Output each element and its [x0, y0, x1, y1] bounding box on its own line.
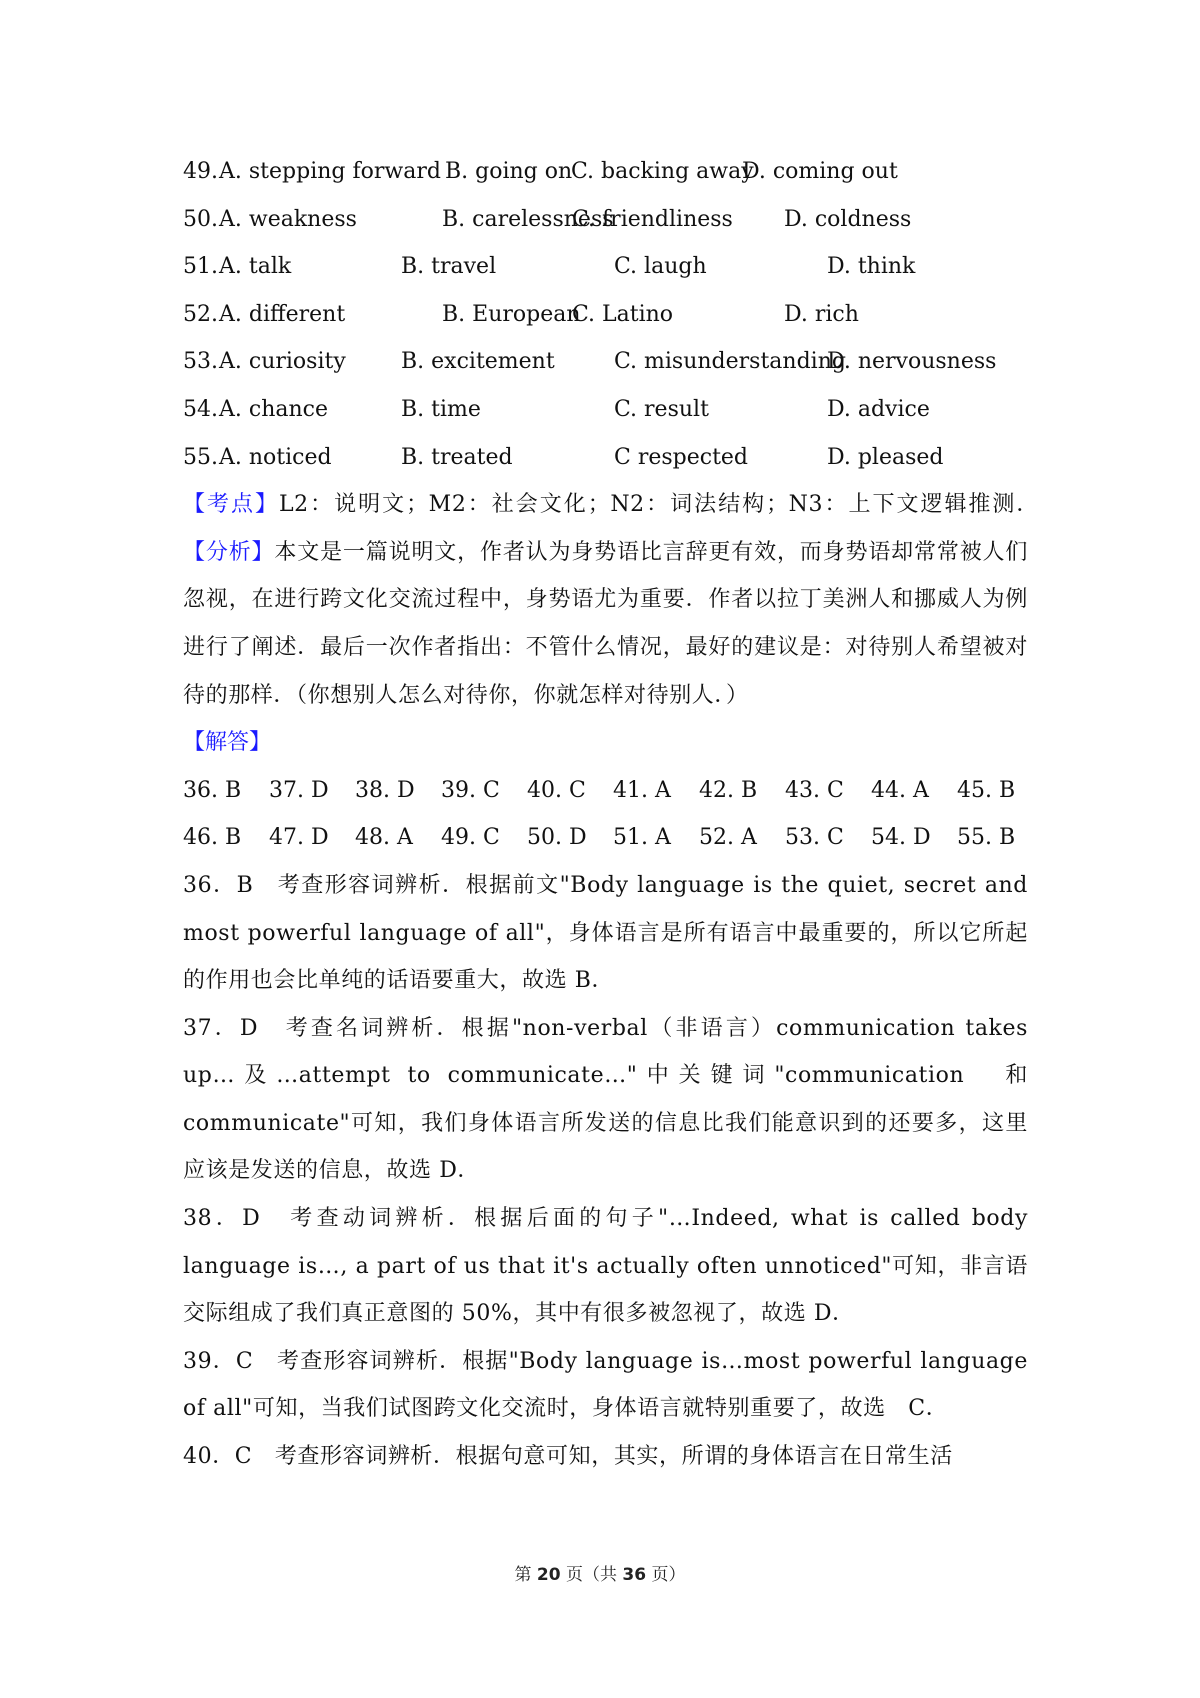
- option-number: 49.: [183, 159, 218, 184]
- option-b: B. European: [442, 301, 581, 327]
- answers-row-1: [183, 767, 1028, 815]
- option-b: B. carelessness: [442, 206, 614, 232]
- answer-item: 46. B: [183, 825, 242, 851]
- answer-item: 43. C: [785, 777, 844, 803]
- answer-item: 47. D: [269, 825, 329, 851]
- answer-item: 38. D: [355, 777, 415, 803]
- option-c: C. Latino: [572, 301, 674, 327]
- explanations-list: [183, 862, 1028, 1481]
- answer-item: 50. D: [527, 825, 587, 851]
- answer-item: 53. C: [785, 825, 844, 851]
- explanation-paragraph: 40．C 考查形容词辨析．根据句意可知，其实，所谓的身体语言在日常生活: [183, 1444, 953, 1470]
- option-row: [183, 434, 1028, 482]
- footer-total-pages: 36: [622, 1565, 647, 1585]
- option-d: D. coldness: [784, 206, 912, 232]
- explanation-paragraph: 39．C 考查形容词辨析．根据"Body language is…most powerful language of all"可知，当我们试图跨文化交流时，身体语言就特别重要了，故选 C．: [183, 1348, 1028, 1422]
- option-c: C. result: [614, 396, 709, 422]
- answer-item: 41. A: [613, 777, 671, 803]
- answer-item: 44. A: [871, 777, 929, 803]
- answer-item: 37. D: [269, 777, 329, 803]
- option-b: B. going on: [445, 159, 573, 184]
- page-content: [183, 148, 1028, 1481]
- option-number: 53.: [183, 349, 218, 375]
- fenxi-label: 【分析】: [183, 539, 275, 565]
- option-row: [183, 148, 1028, 196]
- answer-item: 45. B: [957, 777, 1016, 803]
- option-a: A. weakness: [219, 206, 357, 232]
- analysis-paragraph: [183, 481, 1028, 719]
- footer-prefix: 第: [514, 1565, 532, 1585]
- footer-suffix: 页）: [651, 1565, 686, 1585]
- answer-item: 42. B: [699, 777, 758, 803]
- option-row: [183, 196, 1028, 244]
- option-number: 55.: [183, 444, 218, 470]
- option-d: D. think: [827, 254, 916, 280]
- explanation-paragraph: 37．D 考查名词辨析．根据"non-verbal（非语言）communication takes up…及…attempt to communicate…"中关键词"communication 和 communicate"可知，我们身体语言所发送的信息比我们能意识到的还要多，这里应该是发送的信息，故选 D．: [183, 1015, 1028, 1184]
- option-c: C. backing away: [571, 159, 754, 184]
- answer-item: 48. A: [355, 825, 413, 851]
- option-b: B. treated: [401, 444, 513, 470]
- footer-middle: 页（共: [566, 1565, 617, 1585]
- option-c: C respected: [614, 444, 749, 470]
- answer-item: 40. C: [527, 777, 586, 803]
- option-c: C. misunderstanding: [614, 349, 846, 375]
- answer-item: 55. B: [957, 825, 1016, 851]
- option-d: D. nervousness: [827, 349, 997, 375]
- explanation-paragraph: 38．D 考查动词辨析．根据后面的句子"…Indeed, what is called body language is…, a part of us that it's actually often unnoticed"可知，非言语交际组成了我们真正意图的 50%，其中有很多被忽视了，故选 D．: [183, 1206, 1028, 1327]
- answer-item: 39. C: [441, 777, 500, 803]
- option-a: A. noticed: [219, 444, 332, 470]
- option-number: 51.: [183, 254, 218, 280]
- option-c: C. friendliness: [572, 206, 733, 232]
- option-b: B. travel: [401, 254, 497, 280]
- option-a: A. stepping forward: [219, 159, 441, 184]
- option-row: [183, 386, 1028, 434]
- answer-item: 36. B: [183, 777, 242, 803]
- option-c: C. laugh: [614, 254, 707, 280]
- option-number: 54.: [183, 396, 218, 422]
- explanation-paragraph: 36．B 考查形容词辨析．根据前文"Body language is the quiet, secret and most powerful language of all"，身体语言是所有语言中最重要的，所以它所起的作用也会比单纯的话语要重大，故选 B．: [183, 872, 1028, 994]
- option-a: A. curiosity: [219, 349, 346, 375]
- answer-item: 51. A: [613, 825, 671, 851]
- option-b: B. excitement: [401, 349, 555, 375]
- option-d: D. rich: [784, 301, 859, 327]
- answers-row-2: [183, 814, 1028, 862]
- option-number: 50.: [183, 206, 218, 232]
- option-b: B. time: [401, 396, 481, 422]
- kaodian-label: 【考点】: [183, 492, 279, 518]
- answer-item: 52. A: [699, 825, 757, 851]
- option-a: A. talk: [219, 254, 292, 280]
- option-number: 52.: [183, 301, 218, 327]
- option-row: [183, 243, 1028, 291]
- option-row: [183, 291, 1028, 339]
- option-a: A. different: [219, 301, 346, 327]
- options-list: [183, 148, 1028, 481]
- page-footer: [0, 1560, 1200, 1585]
- fenxi-text: 本文是一篇说明文，作者认为身势语比言辞更有效，而身势语却常常被人们忽视，在进行跨文化交流过程中，身势语尤为重要．作者以拉丁美洲人和挪威人为例进行了阐述．最后一次作者指出：不管什么情况，最好的建议是：对待别人希望被对待的那样．（你想别人怎么对待你，你就怎样对待别人．）: [183, 539, 1028, 708]
- jieda-label: 【解答】: [183, 730, 272, 756]
- option-a: A. chance: [219, 396, 328, 422]
- option-d: D. coming out: [742, 159, 898, 184]
- kaodian-text: L2：说明文；M2：社会文化；N2：词法结构；N3：上下文逻辑推测．: [278, 492, 1028, 518]
- option-row: [183, 338, 1028, 386]
- option-d: D. advice: [827, 396, 930, 422]
- option-d: D. pleased: [827, 444, 944, 470]
- answer-item: 54. D: [871, 825, 931, 851]
- footer-page-number: 20: [536, 1565, 561, 1585]
- answer-item: 49. C: [441, 825, 500, 851]
